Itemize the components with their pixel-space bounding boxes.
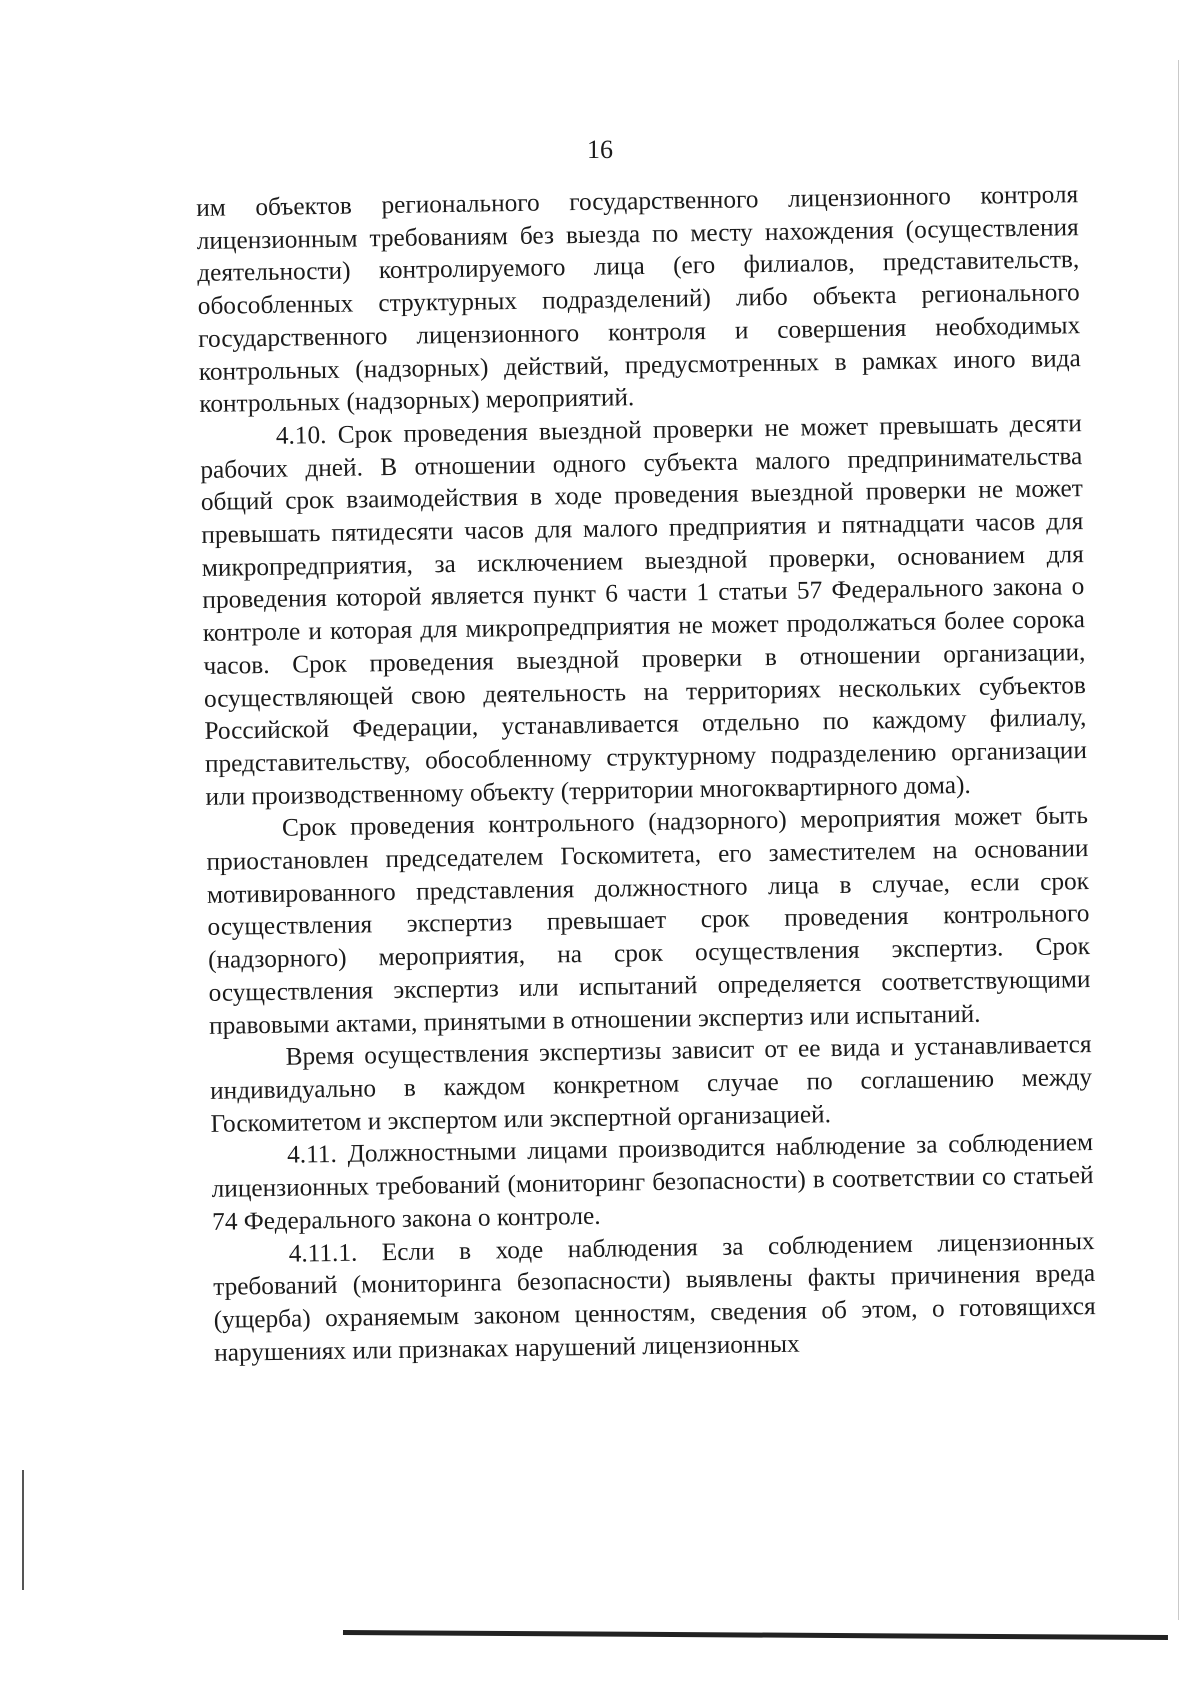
paragraph-4-11: 4.11. Должностными лицами производится наблюдение за соблюдением лицензионных требований (мониторинг безопасности) в соответствии со статьей 74 Федерального закона о контроле. xyxy=(211,1128,1094,1236)
paragraph-suspension: Срок проведения контрольного (надзорного) мероприятия может быть приостановлен председателем Госкомитета, его заместителем на основании мотивированного представления должностного лица в случае, если срок осуществления экспертиз превышает срок проведения контрольного (надзорного) мероприятия, на срок осуществления экспертиз. Срок осуществления экспертиз или испытаний определяется соответствующими правовыми актами, принятыми в отношении экспертиз или испытаний. xyxy=(206,801,1091,1040)
paragraph-4-11-1: 4.11.1. Если в ходе наблюдения за соблюдением лицензионных требований (мониторинга безопасности) выявлены факты причинения вреда (ущерба) охраняемым законом ценностям, сведения об этом, о готовящихся нарушениях или признаках нарушений лицензионных xyxy=(212,1226,1096,1367)
paragraph-continuation: им объектов регионального государственного лицензионного контроля лицензионным требованиям без выезда по месту нахождения (осуществления деятельности) контролируемого лица (его филиалов, представительств, обособленных структурных подразделений) либо объекта регионального государственного лицензионного контроля и совершения необходимых контрольных (надзорных) действий, предусмотренных в рамках иного вида контрольных (надзорных) мероприятий. xyxy=(196,180,1081,419)
document-body xyxy=(196,178,1096,1369)
scan-edge-right xyxy=(1178,60,1179,1620)
paragraph-4-10: 4.10. Срок проведения выездной проверки не может превышать десяти рабочих дней. В отношении одного субъекта малого предпринимательства общий срок взаимодействия в ходе проведения выездной проверки не может превышать пятидесяти часов для малого предприятия и пятнадцати часов для микропредприятия, за исключением выездной проверки, основанием для проведения которой является пункт 6 части 1 статьи 57 Федерального закона о контроле и которая для микропредприятия не может продолжаться более сорока часов. Срок проведения выездной проверки в отношении организации, осуществляющей свою деятельность на территориях нескольких субъектов Российской Федерации, устанавливается отдельно по каждому филиалу, представительству, обособленному структурному подразделению организации или производственному объекту (территории многоквартирного дома). xyxy=(200,409,1088,811)
paragraph-expertise-time: Время осуществления экспертизы зависит от ее вида и устанавливается индивидуально в каждом конкретном случае по соглашению между Госкомитетом и экспертом или экспертной организацией. xyxy=(209,1030,1093,1138)
scan-edge-left xyxy=(22,1470,24,1590)
bottom-rule xyxy=(343,1630,1168,1640)
page-number: 16 xyxy=(587,135,613,164)
